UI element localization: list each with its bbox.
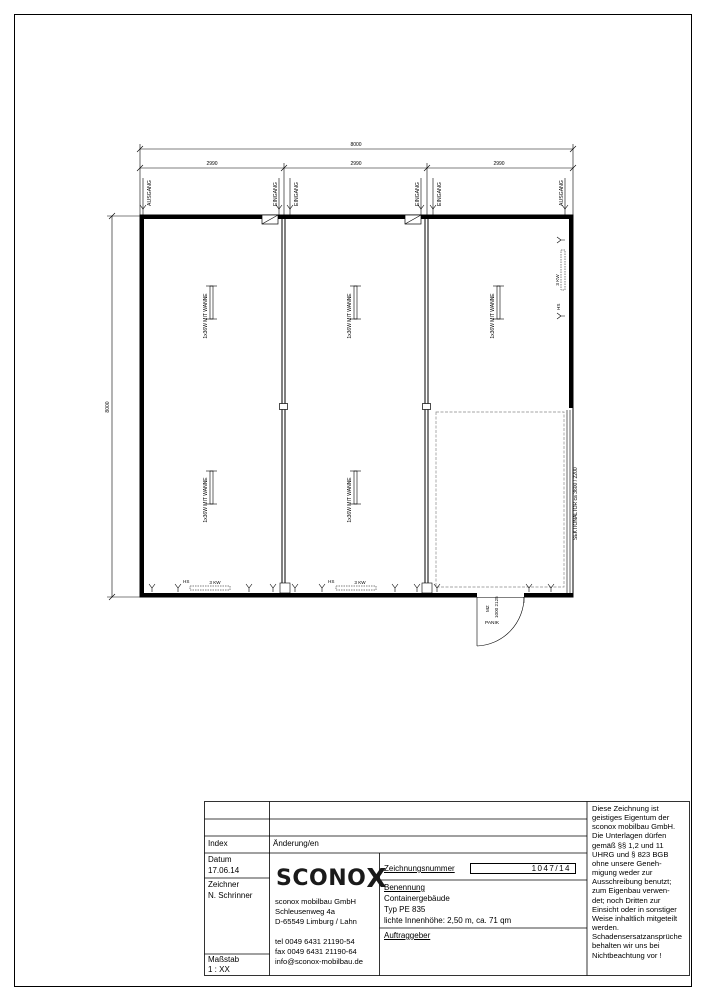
company-name: sconox mobilbau GmbH	[275, 897, 357, 906]
label-switch-3: HS	[556, 303, 561, 310]
label-light-4: 1x36W MIT WANNE	[203, 477, 209, 523]
label-entrance-5: EINGANG	[437, 182, 443, 206]
label-switch-1: HS	[183, 579, 190, 584]
scale-label: Maßstab	[208, 955, 240, 964]
label-entrance-1: AUSGANG	[147, 180, 153, 206]
sectional-door	[567, 410, 570, 593]
outer-walls	[140, 215, 573, 597]
date-label: Datum	[208, 855, 232, 864]
label-door-panic: PANIK	[485, 621, 500, 626]
company-fax: fax 0049 6431 21190-64	[275, 947, 357, 956]
label-light-5: 1x36W MIT WANNE	[347, 477, 353, 523]
partition-walls	[280, 219, 433, 593]
company-city: D-65549 Limburg / Lahn	[275, 917, 357, 926]
dim-overall-depth: 8000	[105, 401, 111, 413]
designation-line-2: Typ PE 835	[384, 905, 426, 914]
label-heater-2: 3 KW	[354, 580, 366, 585]
drawer-value: N. Schrinner	[208, 891, 253, 900]
designation-line-1: Containergebäude	[384, 894, 450, 903]
client-label: Auftraggeber	[384, 931, 431, 940]
logo-text: SCONO	[276, 866, 367, 891]
drawer-label: Zeichner	[208, 880, 240, 889]
dim-overall-width: 8000	[350, 142, 362, 148]
drawing-number-label: Zeichnungsnummer	[384, 864, 455, 873]
label-entrance-6: AUSGANG	[559, 180, 565, 206]
date-value: 17.06.14	[208, 866, 240, 875]
light-fixtures	[206, 286, 504, 504]
dimension-lines	[107, 144, 576, 600]
drawing-number-value: 1047/14	[470, 863, 576, 874]
label-light-1: 1x36W MIT WANNE	[203, 293, 209, 339]
sectional-door-area	[436, 412, 564, 587]
scale-value: 1 : XX	[208, 965, 230, 974]
label-door-size: 1000 2125	[494, 596, 499, 618]
label-entrance-4: EINGANG	[415, 182, 421, 206]
label-entrance-3: EINGANG	[294, 182, 300, 206]
dim-bay-width-3: 2990	[493, 161, 505, 167]
label-light-3: 1x36W MIT WANNE	[490, 293, 496, 339]
changes-label: Änderung/en	[273, 839, 319, 848]
label-switch-2: HS	[328, 579, 335, 584]
label-light-2: 1x36W MIT WANNE	[347, 293, 353, 339]
designation-label: Benennung	[384, 883, 425, 892]
company-logo	[276, 862, 387, 892]
heaters	[190, 250, 565, 590]
index-label: Index	[208, 839, 228, 848]
entrance-markers	[140, 178, 568, 215]
label-entrance-2: EINGANG	[273, 182, 279, 206]
dim-bay-width-2: 2990	[350, 161, 362, 167]
label-heater-3: 3 KW	[555, 274, 560, 286]
logo-x: X	[366, 864, 387, 894]
label-heater-1: 3 KW	[209, 580, 221, 585]
label-sectional-door: SEKTIONALTOR ca 3600 / 2200	[573, 467, 579, 540]
company-phone: tel 0049 6431 21190-54	[275, 937, 355, 946]
company-email: info@sconox-mobilbau.de	[275, 957, 363, 966]
company-street: Schleusenweg 4a	[275, 907, 335, 916]
copyright-notice: Diese Zeichnung ist geistiges Eigentum der sconox mobilbau GmbH. Die Unterlagen dürfen gemäß §§ 1,2 und 11 UHRG und § 823 BGB ohne unsere Geneh- migung weder zur Ausschreibung benutzt; zum Eigenbau verwen- det; noch Dritten zur Einsicht oder in sonstiger Weise inhaltlich mitgeteilt werden. Schadensersatzansprüche behalten wir uns bei Nichtbeachtung vor !	[592, 804, 682, 960]
dim-bay-width-1: 2990	[206, 161, 218, 167]
label-door-mz: MZ	[485, 605, 490, 612]
designation-line-3: lichte Innenhöhe: 2,50 m, ca. 71 qm	[384, 916, 512, 925]
